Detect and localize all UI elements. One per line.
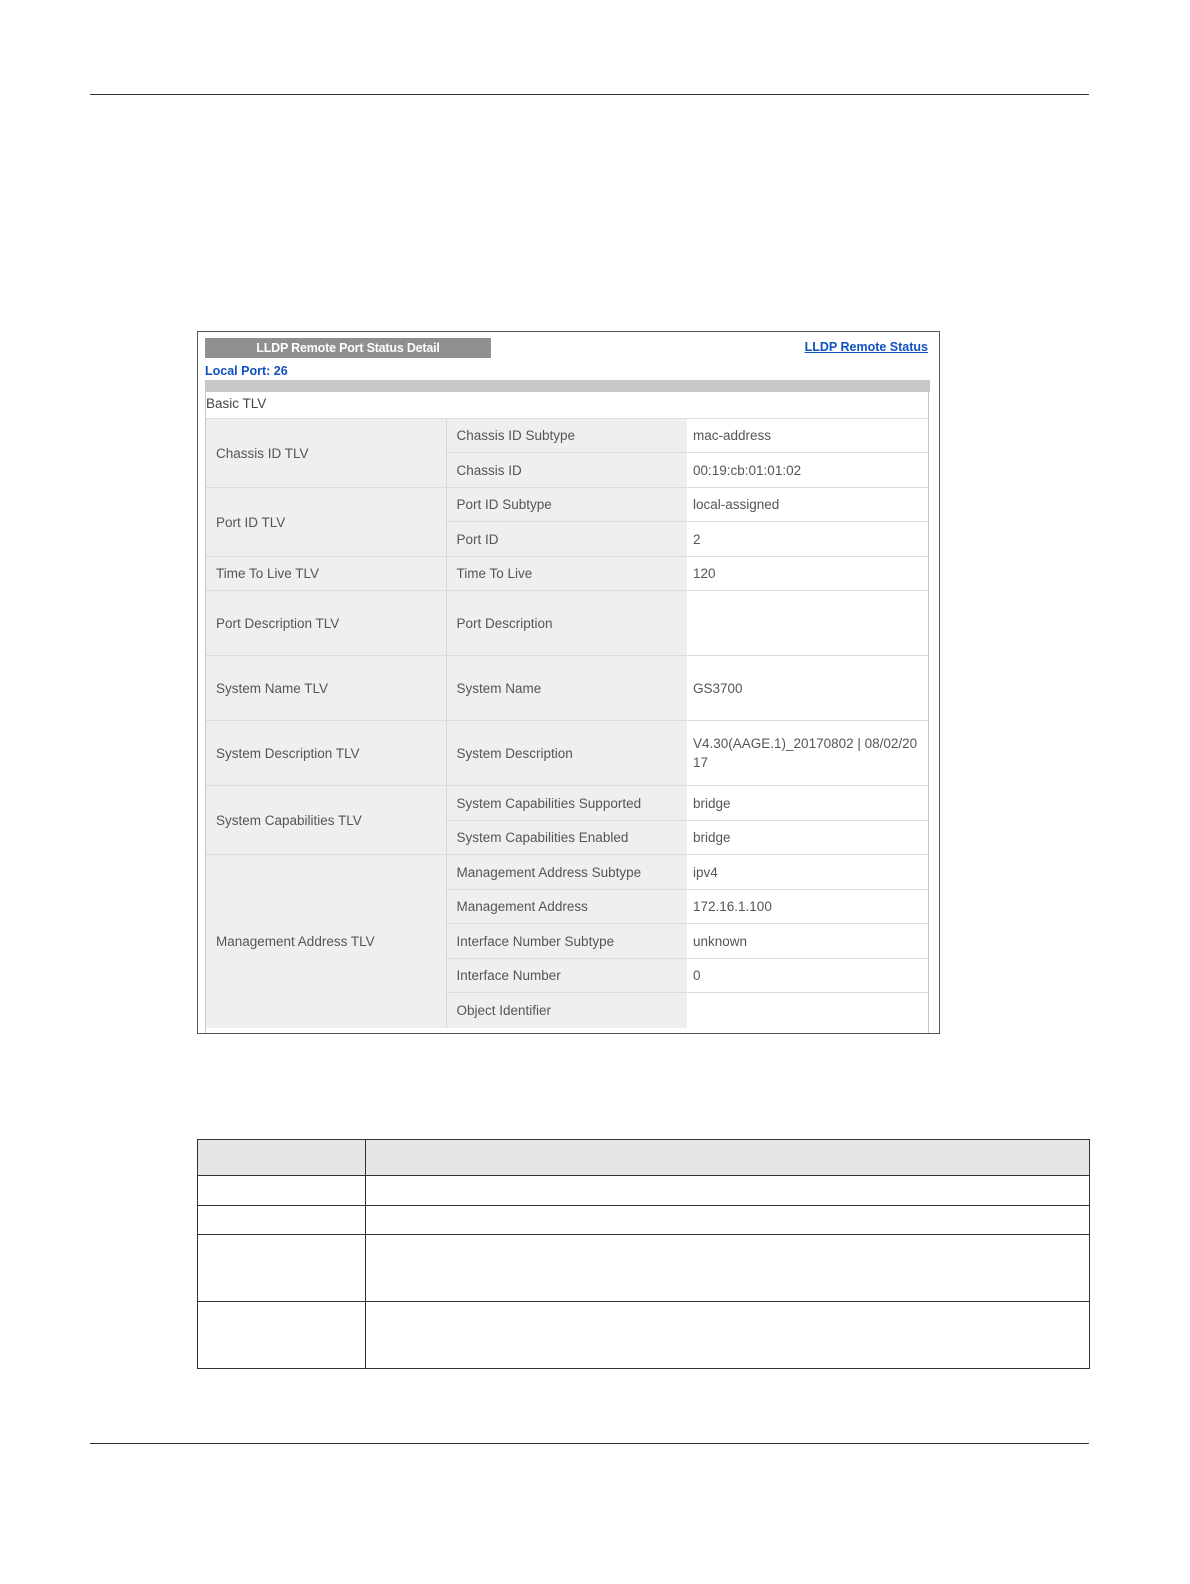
table-row: [206, 591, 928, 656]
label-cell: [198, 1235, 366, 1302]
table-row: [206, 419, 928, 453]
field-value: [687, 591, 928, 656]
field-value: 120: [687, 557, 928, 591]
system-description-tlv-label: System Description TLV: [206, 721, 446, 786]
field-value: bridge: [687, 821, 928, 855]
label-cell: [198, 1206, 366, 1235]
field-label: System Capabilities Enabled: [446, 821, 687, 855]
table-row: [206, 557, 928, 591]
field-label: Chassis ID Subtype: [446, 419, 687, 453]
field-value: GS3700: [687, 656, 928, 721]
field-value: mac-address: [687, 419, 928, 453]
field-label: Interface Number: [446, 959, 687, 993]
table-row: [206, 721, 928, 786]
field-value: 0: [687, 959, 928, 993]
tlv-table: [206, 418, 928, 1028]
field-label: Interface Number Subtype: [446, 924, 687, 959]
table-row: [198, 1206, 1090, 1235]
basic-tlv-heading: Basic TLV: [206, 396, 267, 411]
field-label: Chassis ID: [446, 453, 687, 488]
field-label: System Description: [446, 721, 687, 786]
field-label: System Name: [446, 656, 687, 721]
table-row: [206, 786, 928, 821]
lldp-remote-status-link[interactable]: LLDP Remote Status: [804, 340, 928, 354]
label-cell: [198, 1176, 366, 1206]
field-value: [687, 721, 928, 786]
field-value: 00:19:cb:01:01:02: [687, 453, 928, 488]
field-label: Port Description: [446, 591, 687, 656]
description-cell: [366, 1235, 1090, 1302]
system-description-line-2: 17: [693, 755, 709, 770]
table-row: [206, 488, 928, 522]
field-label: Time To Live: [446, 557, 687, 591]
lldp-remote-port-status-detail-screen: [197, 331, 940, 1034]
field-label: Object Identifier: [446, 993, 687, 1028]
description-table: [197, 1139, 1090, 1369]
table-row: [206, 656, 928, 721]
field-value: ipv4: [687, 855, 928, 890]
field-value: 2: [687, 522, 928, 557]
port-description-tlv-label: Port Description TLV: [206, 591, 446, 656]
field-label: Management Address Subtype: [446, 855, 687, 890]
chassis-id-tlv-label: Chassis ID TLV: [206, 419, 446, 488]
section-divider: [205, 380, 930, 392]
description-table-header: [198, 1140, 1090, 1176]
description-cell: [366, 1206, 1090, 1235]
ttl-tlv-label: Time To Live TLV: [206, 557, 446, 591]
description-cell: [366, 1176, 1090, 1206]
table-row: [206, 855, 928, 890]
system-description-line-1: V4.30(AAGE.1)_20170802 | 08/02/20: [693, 736, 918, 751]
field-label: Port ID: [446, 522, 687, 557]
management-address-tlv-label: Management Address TLV: [206, 855, 446, 1028]
field-value: 172.16.1.100: [687, 890, 928, 924]
field-label: Management Address: [446, 890, 687, 924]
table-row: [198, 1235, 1090, 1302]
table-row: [198, 1176, 1090, 1206]
system-name-tlv-label: System Name TLV: [206, 656, 446, 721]
description-cell: [366, 1302, 1090, 1369]
table-row: [198, 1302, 1090, 1369]
local-port-label: Local Port: 26: [205, 364, 288, 378]
field-label: System Capabilities Supported: [446, 786, 687, 821]
label-cell: [198, 1302, 366, 1369]
screen-title: LLDP Remote Port Status Detail: [205, 338, 491, 358]
footer-rule: [90, 1443, 1089, 1444]
header-rule: [90, 94, 1089, 95]
header-cell: [198, 1140, 366, 1176]
field-value: local-assigned: [687, 488, 928, 522]
header-cell: [366, 1140, 1090, 1176]
field-label: Port ID Subtype: [446, 488, 687, 522]
field-value: bridge: [687, 786, 928, 821]
field-value: unknown: [687, 924, 928, 959]
port-id-tlv-label: Port ID TLV: [206, 488, 446, 557]
field-value: [687, 993, 928, 1028]
system-capabilities-tlv-label: System Capabilities TLV: [206, 786, 446, 855]
